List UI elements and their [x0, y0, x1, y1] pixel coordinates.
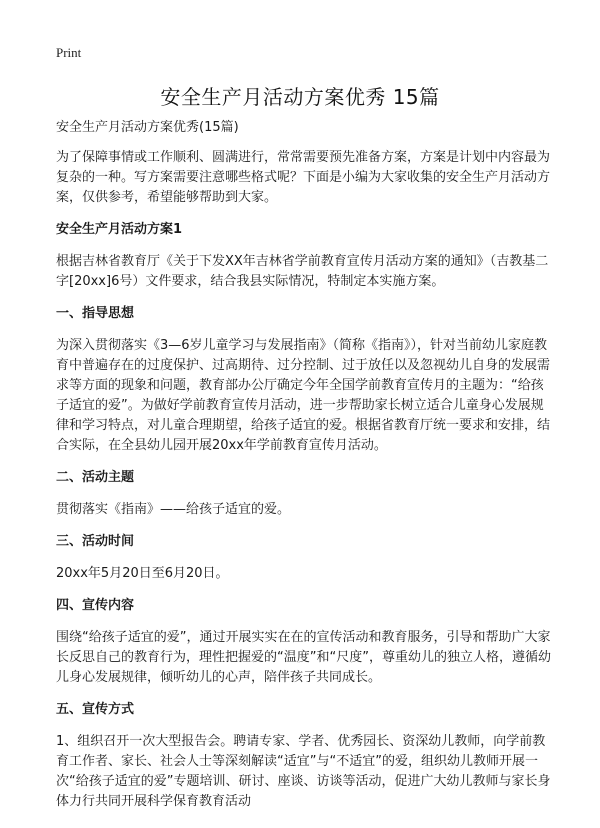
- section-heading-activity-theme: 二、活动主题: [56, 470, 135, 485]
- section-heading-activity-time: 三、活动时间: [56, 534, 135, 549]
- document-body: [56, 118, 554, 824]
- section-heading-publicity-content: 四、宣传内容: [56, 598, 135, 613]
- document-title: 安全生产月活动方案优秀 15篇: [160, 85, 440, 109]
- section-heading-publicity-method: 五、宣传方式: [56, 702, 135, 717]
- section-body-publicity-method: 1、组织召开一次大型报告会。聘请专家、学者、优秀园长、资深幼儿教师，向学前教育工作者、家长、社会人士等深刻解读“适宜”与“不适宜”的爱，组织幼儿教师开展一次“给孩子适宜的爱”专题培训、研讨、座谈、访谈等活动，促进广大幼儿教师与家长身体力行共同开展科学保育教育活动: [56, 734, 551, 809]
- section-body-guiding-ideology: 为深入贯彻落实《3—6岁儿童学习与发展指南》（简称《指南》），针对当前幼儿家庭教育中普遍存在的过度保护、过高期待、过分控制、过于放任以及忽视幼儿自身的发展需求等方面的现象和问题，教育部办公厅确定今年全国学前教育宣传月的主题为：“给孩子适宜的爱”。为做好学前教育宣传月活动，进一步帮助家长树立适合儿童身心发展规律和学习特点，对儿童合理期望，给孩子适宜的爱。根据省教育厅统一要求和安排，结合实际，在全县幼儿园开展20xx年学前教育宣传月活动。: [56, 338, 551, 453]
- print-link[interactable]: Print: [56, 45, 82, 60]
- plan-heading: 安全生产月活动方案1: [56, 222, 183, 237]
- document-subtitle: 安全生产月活动方案优秀(15篇): [56, 120, 239, 135]
- section-body-activity-theme: 贯彻落实《指南》——给孩子适宜的爱。: [56, 502, 291, 517]
- intro-paragraph: 为了保障事情或工作顺利、圆满进行，常常需要预先准备方案，方案是计划中内容最为复杂的一种。写方案需要注意哪些格式呢？下面是小编为大家收集的安全生产月活动方案，仅供参考，希望能够帮助到大家。: [56, 150, 551, 205]
- section-body-activity-time: 20xx年5月20日至6月20日。: [56, 566, 229, 581]
- plan-intro-paragraph: 根据吉林省教育厅《关于下发XX年吉林省学前教育宣传月活动方案的通知》（吉教基二字[20xx]6号）文件要求，结合我县实际情况，特制定本实施方案。: [56, 254, 549, 289]
- section-heading-guiding-ideology: 一、指导思想: [56, 306, 135, 321]
- section-body-publicity-content: 围绕“给孩子适宜的爱”，通过开展实实在在的宣传活动和教育服务，引导和帮助广大家长反思自己的教育行为，理性把握爱的“温度”和“尺度”，尊重幼儿的独立人格，遵循幼儿身心发展规律，倾听幼儿的心声，陪伴孩子共同成长。: [56, 630, 551, 685]
